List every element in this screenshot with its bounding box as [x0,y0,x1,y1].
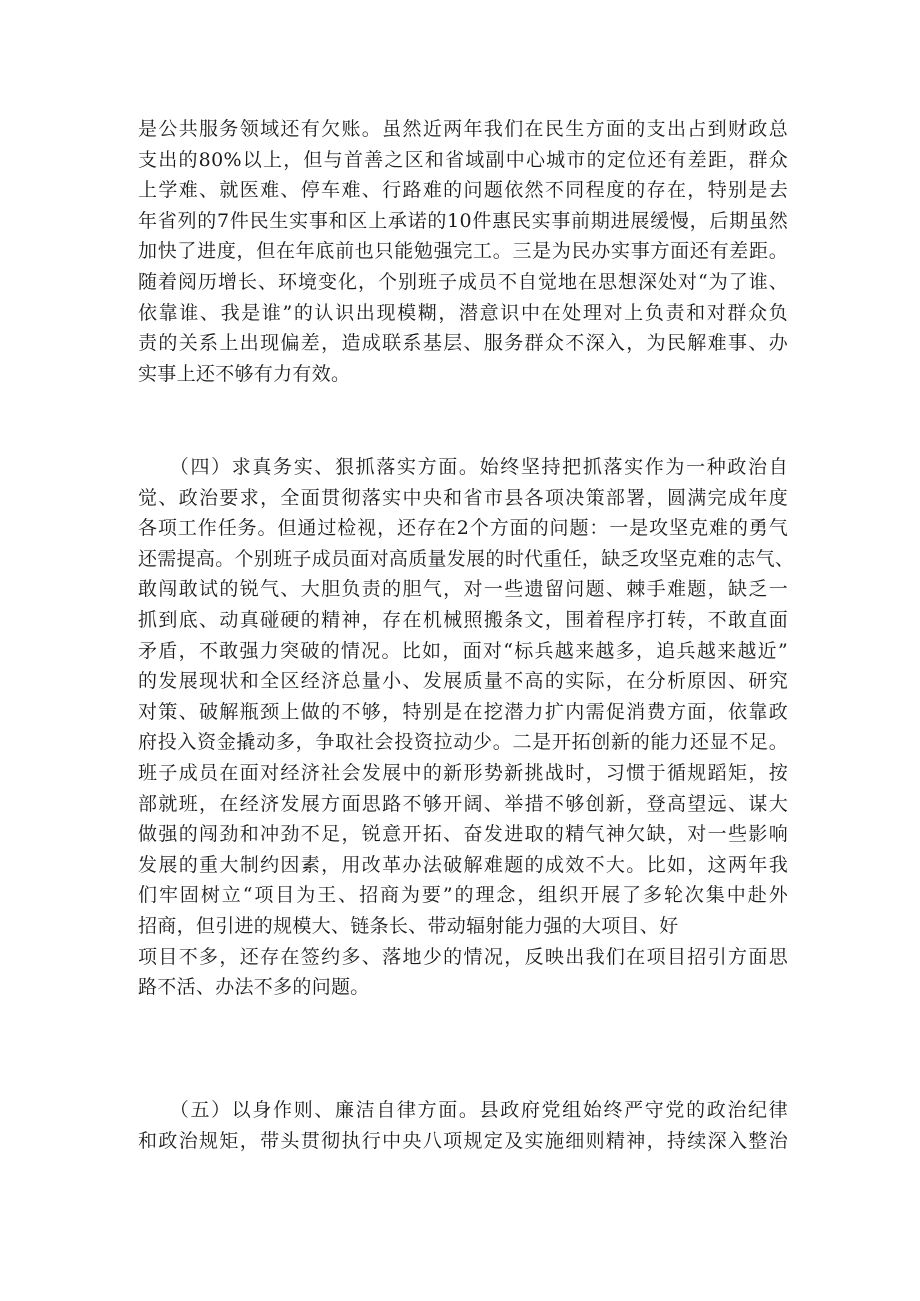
text-line: 支出的80%以上，但与首善之区和省域副中心城市的定位还有差距，群众 [138,148,788,171]
text-line: 路不活、办法不多的问题。 [138,976,370,999]
text-line: 敢闯敢试的锐气、大胆负责的胆气，对一些遗留问题、棘手难题，缺乏一 [138,578,788,601]
text-line: 的发展现状和全区经济总量小、发展质量不高的实际，在分析原因、研究 [138,670,788,693]
text-line: 们牢固树立“项目为王、招商为要”的理念，组织开展了多轮次集中赴外 [138,884,788,907]
text-line: 和政治规矩，带头贯彻执行中央八项规定及实施细则精神，持续深入整治 [138,1129,788,1152]
text-line: 随着阅历增长、环境变化，个别班子成员不自觉地在思想深处对“为了谁、 [138,270,788,293]
text-line: （四）求真务实、狠抓落实方面。始终坚持把抓落实作为一种政治自 [138,456,788,478]
paragraph-public-service [138,114,788,389]
text-line: 项目不多，还存在签约多、落地少的情况，反映出我们在项目招引方面思 [138,945,788,968]
text-line: 发展的重大制约因素，用改革办法破解难题的成效不大。比如，这两年我 [138,853,788,876]
text-line: （五）以身作则、廉洁自律方面。县政府党组始终严守党的政治纪律 [138,1099,788,1121]
text-line: 加快了进度，但在年底前也只能勉强完工。三是为民办实事方面还有差距。 [138,240,788,263]
text-line: 做强的闯劲和冲劲不足，锐意开拓、奋发进取的精气神欠缺，对一些影响 [138,823,788,846]
text-line: 矛盾，不敢强力突破的情况。比如，面对“标兵越来越多，追兵越来越近” [138,639,788,662]
text-line: 年省列的7件民生实事和区上承诺的10件惠民实事前期进展缓慢，后期虽然 [138,209,788,232]
text-line: 还需提高。个别班子成员面对高质量发展的时代重任，缺乏攻坚克难的志气、 [138,547,795,570]
text-line: 是公共服务领域还有欠账。虽然近两年我们在民生方面的支出占到财政总 [138,118,788,140]
text-line: 依靠谁、我是谁”的认识出现模糊，潜意识中在处理对上负责和对群众负 [138,301,788,324]
text-line: 抓到底、动真碰硬的精神，存在机械照搬条文，围着程序打转，不敢直面 [138,608,788,631]
text-line: 府投入资金撬动多，争取社会投资拉动少。二是开拓创新的能力还显不足。 [138,731,788,754]
text-line: 上学难、就医难、停车难、行路难的问题依然不同程度的存在，特别是去 [138,179,788,202]
text-line: 部就班，在经济发展方面思路不够开阔、举措不够创新，登高望远、谋大 [138,792,788,815]
text-line: 实事上还不够有力有效。 [138,362,351,385]
text-line: 对策、破解瓶颈上做的不够，特别是在挖潜力扩内需促消费方面，依靠政 [138,700,788,723]
paragraph-section-five [138,1095,788,1156]
text-line: 觉、政治要求，全面贯彻落实中央和省市县各项决策部署，圆满完成年度 [138,486,788,509]
paragraph-section-four [138,452,795,1003]
text-line: 班子成员在面对经济社会发展中的新形势新挑战时，习惯于循规蹈矩，按 [138,761,788,784]
text-line: 各项工作任务。但通过检视，还存在2个方面的问题：一是攻坚克难的勇气 [138,517,788,540]
text-line: 责的关系上出现偏差，造成联系基层、服务群众不深入，为民解难事、办 [138,332,788,355]
text-line: 招商，但引进的规模大、链条长、带动辐射能力强的大项目、好 [138,914,679,937]
